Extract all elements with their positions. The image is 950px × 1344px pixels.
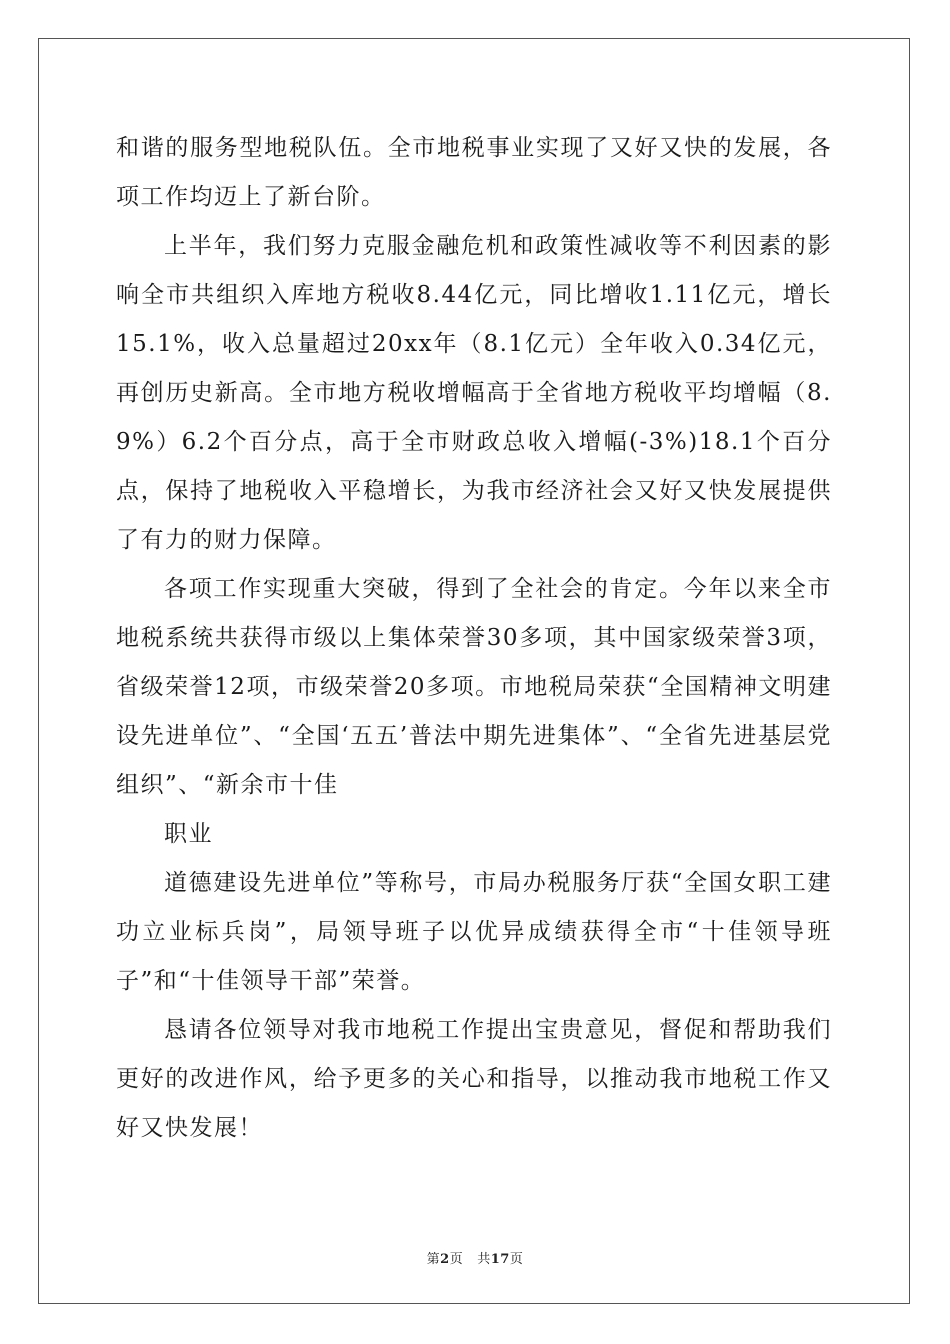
paragraph-5: 道德建设先进单位”等称号，市局办税服务厅获“全国女职工建功立业标兵岗”，局领导班子以优异成绩获得全市“十佳领导班子”和“十佳领导干部”荣誉。 — [116, 870, 832, 994]
page-prefix: 第 — [426, 1252, 441, 1267]
document-body — [116, 124, 832, 1153]
page-total-number: 17 — [490, 1252, 510, 1267]
paragraph-2: 上半年，我们努力克服金融危机和政策性减收等不利因素的影响全市共组织入库地方税收8.44亿元，同比增收1.11亿元，增长15.1%，收入总量超过20xx年（8.1亿元）全年收入0.34亿元，再创历史新高。全市地方税收增幅高于全省地方税收平均增幅（8.9%）6.2个百分点，高于全市财政总收入增幅(-3%)18.1个百分点，保持了地税收入平稳增长，为我市经济社会又好又快发展提供了有力的财力保障。 — [116, 233, 832, 553]
page-suffix: 页 — [449, 1252, 464, 1267]
paragraph-4: 职业 — [164, 821, 213, 847]
paragraph-6: 恳请各位领导对我市地税工作提出宝贵意见，督促和帮助我们更好的改进作风，给予更多的关心和指导，以推动我市地税工作又好又快发展！ — [116, 1017, 832, 1141]
total-prefix: 共 — [477, 1252, 491, 1267]
page-footer — [0, 1248, 950, 1267]
paragraph-1: 和谐的服务型地税队伍。全市地税事业实现了又好又快的发展，各项工作均迈上了新台阶。 — [116, 135, 832, 210]
total-suffix: 页 — [509, 1252, 524, 1267]
paragraph-3: 各项工作实现重大突破，得到了全社会的肯定。今年以来全市地税系统共获得市级以上集体荣誉30多项，其中国家级荣誉3项，省级荣誉12项，市级荣誉20多项。市地税局荣获“全国精神文明建设先进单位”、“全国‘五五’普法中期先进集体”、“全省先进基层党组织”、“新余市十佳 — [116, 576, 832, 798]
page-current-number: 2 — [440, 1252, 450, 1267]
